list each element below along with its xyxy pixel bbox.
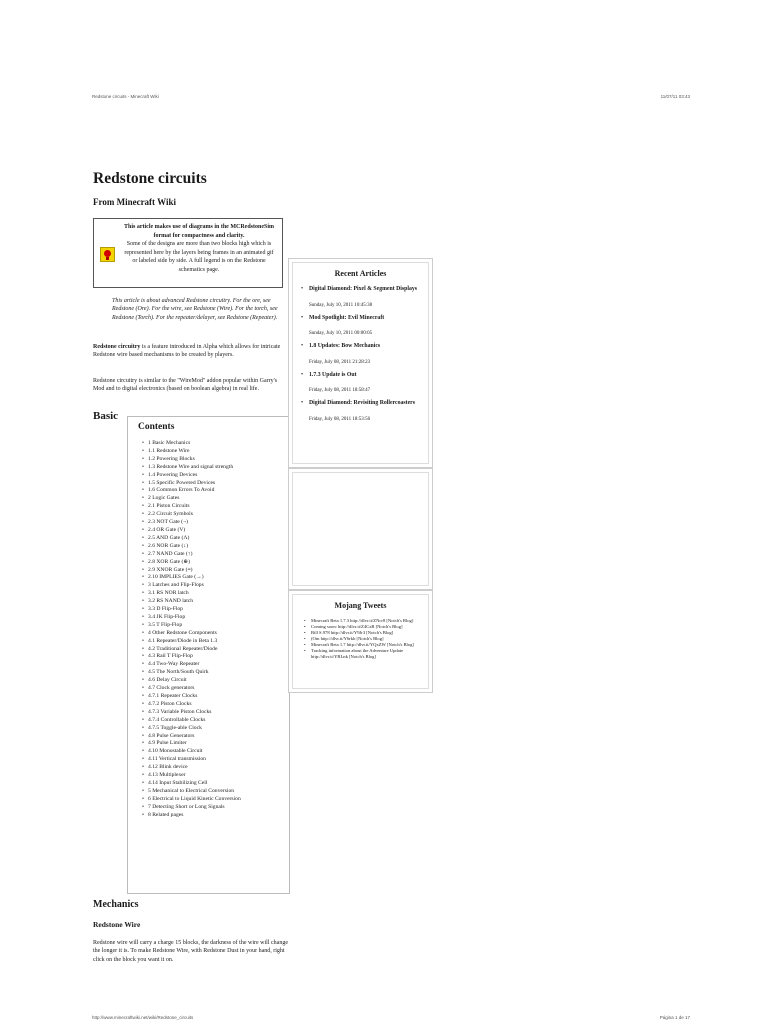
toc-item-label[interactable]: 4.7.2 Piston Clocks <box>148 700 192 707</box>
tweet-item[interactable]: • Bill S.978 http://dlvr.it/Y9Jr3 [Notch's Blog] <box>311 630 422 636</box>
toc-item-label[interactable]: 2 Logic Gates <box>148 495 180 502</box>
recent-article-item <box>309 372 422 395</box>
toc-item[interactable] <box>148 693 279 701</box>
toc-item-label[interactable]: 2.5 AND Gate (Λ) <box>148 534 190 541</box>
toc-item[interactable] <box>148 559 279 567</box>
toc-item[interactable] <box>148 495 279 503</box>
toc-item[interactable] <box>148 464 279 472</box>
toc-item-label[interactable]: 1 Basic Mechanics <box>148 440 191 446</box>
toc-item[interactable] <box>148 701 279 709</box>
toc-item-label[interactable]: 4.7.4 Controllable Clocks <box>148 716 206 723</box>
recent-article-date: Friday, July 08, 2011 18:58:47 <box>309 388 371 393</box>
print-footer-url: http://www.minecraftwiki.net/wiki/Redstone_circuits <box>92 1015 194 1020</box>
section-heading-basic: Basic <box>93 410 119 422</box>
toc-item-label[interactable]: 4.3 Rail T Flip-Flop <box>148 653 193 660</box>
page-title: Redstone circuits <box>93 170 207 187</box>
recent-article-link[interactable]: • Mod Spotlight: Evil Minecraft <box>309 314 385 321</box>
tweet-item[interactable]: • Minecraft Beta 1.7.3 http://dlvr.it/ZNcr8 [Notch's Blog] <box>311 618 422 624</box>
toc-item-label[interactable]: 4.11 Vertical transmission <box>148 756 206 763</box>
recent-article-date: Friday, July 08, 2011 21:28:23 <box>309 359 371 365</box>
toc-item[interactable] <box>148 796 279 804</box>
toc-item[interactable] <box>148 661 279 669</box>
toc-item[interactable] <box>148 646 279 654</box>
mojang-tweets-title: Mojang Tweets <box>334 601 387 610</box>
toc-item-label[interactable]: 4.14 Input Stabilizing Cell <box>148 779 208 786</box>
toc-item-label[interactable]: 4.7.1 Repeater Clocks <box>148 693 198 699</box>
toc-item[interactable] <box>148 812 279 820</box>
toc-list <box>138 440 279 820</box>
toc-item[interactable] <box>148 480 279 488</box>
notice-text: Some of the designs are more than two blocks high which is represented here by the layers being frames in an animated gif or labeled side by side. A full legend is on the Redstone schematics page. <box>124 241 274 273</box>
toc-item-label[interactable]: 4.8 Pulse Generators <box>148 732 195 739</box>
toc-item-label[interactable]: 2.2 Circuit Symbols <box>148 511 193 518</box>
toc-item[interactable] <box>148 772 279 780</box>
recent-article-date: Friday, July 08, 2011 18:53:56 <box>309 416 371 422</box>
toc-sublist <box>138 503 279 582</box>
toc-item[interactable] <box>148 780 279 788</box>
toc-item[interactable] <box>148 551 279 559</box>
toc-item[interactable] <box>148 527 279 535</box>
toc-item[interactable] <box>148 519 279 527</box>
toc-item-label[interactable]: 4.5 The North/South Quirk <box>148 669 209 676</box>
toc-item[interactable] <box>148 709 279 717</box>
toc-item[interactable] <box>148 630 279 638</box>
toc-item-label[interactable]: 4.2 Traditional Repeater/Diode <box>148 645 218 652</box>
recent-articles-panel <box>288 258 433 468</box>
notice-bold-text: This article makes use of diagrams in the MCRedstoneSim format for compactness and clarity. <box>124 224 274 239</box>
recent-article-item <box>309 343 422 366</box>
toc-item-label[interactable]: 2.7 NAND Gate (↑) <box>148 550 193 557</box>
toc-item[interactable] <box>148 677 279 685</box>
subsection-heading-redstone-wire: Redstone Wire <box>93 920 141 929</box>
toc-item[interactable] <box>148 614 279 622</box>
recent-article-link[interactable]: • Digital Diamond: Revisiting Rollercoasters <box>309 400 415 406</box>
toc-item[interactable] <box>148 685 279 693</box>
toc-item[interactable] <box>148 764 279 772</box>
toc-item[interactable] <box>148 511 279 519</box>
toc-item[interactable] <box>148 717 279 725</box>
section-heading-mechanics: Mechanics <box>93 899 139 910</box>
tweet-item[interactable]: • (Om http://dlvr.it/Y6rkh [Notch's Blog] <box>311 636 422 642</box>
recent-articles-list <box>293 286 428 423</box>
table-of-contents <box>127 416 290 894</box>
toc-item-label[interactable]: 4.9 Pulse Limiter <box>148 740 187 747</box>
toc-item[interactable] <box>148 472 279 480</box>
toc-item-label[interactable]: 5 Mechanical to Electrical Conversion <box>148 787 235 794</box>
toc-item-label[interactable]: 4 Other Redstone Components <box>148 629 217 636</box>
toc-item-label[interactable]: 8 Related pages <box>148 811 184 818</box>
recent-article-date: Sunday, July 10, 2011 10:45:38 <box>309 302 373 308</box>
toc-item[interactable] <box>148 440 279 448</box>
toc-item[interactable] <box>148 653 279 661</box>
redstone-wire-paragraph: Redstone wire will carry a charge 15 blocks, the darkness of the wire will change the longer it is. To make Redstone Wire, with Redstone Dust in your hand, right click on the block you want it on. <box>93 940 288 963</box>
toc-item-label[interactable]: 2.6 NOR Gate (↓) <box>148 542 189 549</box>
toc-item[interactable] <box>148 503 279 511</box>
toc-item-label[interactable]: 4.4 Two-Way Repeater <box>148 661 200 668</box>
recent-article-item <box>309 400 422 423</box>
comparison-paragraph: Redstone circuitry is similar to the "WireMod" addon popular within Garry's Mod and to digital electronics (based on boolean algebra) in real life. <box>93 378 278 393</box>
toc-item-label[interactable]: 2.1 Piston Circuits <box>148 503 190 510</box>
toc-sublist <box>138 638 279 788</box>
recent-articles-title: Recent Articles <box>334 269 387 278</box>
toc-item[interactable] <box>148 487 279 495</box>
tweet-item[interactable]: • Minecraft Beta 1.7 http://dlvr.it/YQxZW [Notch's Blog] <box>311 642 422 648</box>
toc-item-label[interactable]: 6 Electrical to Liquid Kinetic Conversion <box>148 795 241 802</box>
toc-item-label[interactable]: 3.5 T Flip-Flop <box>148 621 183 628</box>
toc-item-label[interactable]: 1.6 Common Errors To Avoid <box>148 487 215 494</box>
intro-text: is a feature introduced in Alpha which allows for intricate Redstone wire based mechanisms to be created by players. <box>93 344 281 359</box>
toc-item-label[interactable]: 3 Latches and Flip-Flops <box>148 582 204 589</box>
toc-item-label[interactable]: 4.7.5 Toggle-able Clock <box>148 724 202 731</box>
toc-item[interactable] <box>148 582 279 590</box>
toc-item-label[interactable]: 7 Detecting Short or Long Signals <box>148 803 225 810</box>
toc-item-label[interactable]: 4.7 Clock generators <box>148 685 195 692</box>
toc-item-label[interactable]: 3.3 D Flip-Flop <box>148 606 183 613</box>
toc-item-label[interactable]: 4.7.3 Variable Piston Clocks <box>148 708 212 715</box>
recent-article-link[interactable]: • Digital Diamond: Pixel & Segment Displays <box>309 286 418 292</box>
tweet-item[interactable]: • Coming soon: http://dlvr.it/Z4CzR [Notch's Blog] <box>311 624 422 630</box>
toc-item[interactable] <box>148 456 279 464</box>
toc-item-label[interactable]: 1.5 Specific Powered Devices <box>148 479 216 486</box>
toc-item-label[interactable]: 2.9 XNOR Gate (≡) <box>148 566 193 573</box>
toc-item-label[interactable]: 4.13 Multiplexer <box>148 772 186 779</box>
toc-item[interactable] <box>148 788 279 796</box>
toc-item[interactable] <box>148 574 279 582</box>
toc-item-label[interactable]: 4.12 Blink device <box>148 764 188 771</box>
empty-sidebar-box <box>288 468 433 590</box>
toc-item[interactable] <box>148 535 279 543</box>
toc-sublist <box>138 693 279 733</box>
toc-item-label[interactable]: 2.3 NOT Gate (¬) <box>148 519 189 526</box>
toc-item[interactable] <box>148 756 279 764</box>
toc-item-label[interactable]: 4.10 Monostable Circuit <box>148 748 203 755</box>
diagram-notice-box <box>93 218 283 288</box>
mojang-tweets-panel <box>288 590 433 693</box>
toc-item[interactable] <box>148 598 279 606</box>
print-header-title: Redstone circuits - Minecraft Wiki <box>92 94 159 99</box>
toc-item[interactable] <box>148 448 279 456</box>
print-header-timestamp: 11/07/11 03:43 <box>660 94 690 99</box>
toc-sublist <box>138 448 279 495</box>
toc-item-label[interactable]: 1.2 Powering Blocks <box>148 455 195 462</box>
toc-item[interactable] <box>148 543 279 551</box>
toc-item-label[interactable]: 3.2 RS NAND latch <box>148 598 194 605</box>
toc-item-label[interactable]: 4.1 Repeater/Diode in Beta 1.3 <box>148 637 218 644</box>
toc-item[interactable] <box>148 804 279 812</box>
toc-sublist <box>138 590 279 630</box>
toc-item[interactable] <box>148 622 279 630</box>
tweet-item[interactable]: • Tracking information about the Adventure Update http://dlvr.it/YRLnk [Notch's Blog] <box>311 648 422 660</box>
recent-article-link[interactable]: • 1.7.3 Update is Out <box>309 371 357 378</box>
disambiguation-note: This article is about advanced Redstone circuitry. For the ore, see Redstone (Ore). For the wire, see Redstone (Wire). For the torch, see Redstone (Torch). For the repeater/delayer, see Redstone (Repeater). <box>112 298 278 321</box>
toc-item-label[interactable]: 4.6 Delay Circuit <box>148 677 187 684</box>
toc-item-label[interactable]: 2.4 OR Gate (V) <box>148 526 186 533</box>
toc-item[interactable] <box>148 725 279 733</box>
toc-item[interactable] <box>148 740 279 748</box>
recent-article-link[interactable]: • 1.8 Updates: Bow Mechanics <box>309 343 381 349</box>
intro-paragraph <box>93 343 283 360</box>
toc-item[interactable] <box>148 669 279 677</box>
mojang-tweets-list <box>293 618 428 660</box>
toc-item[interactable] <box>148 590 279 598</box>
lightbulb-icon <box>100 247 115 262</box>
page-subtitle: From Minecraft Wiki <box>93 197 176 207</box>
toc-item-label[interactable]: 3.4 JK Flip-Flop <box>148 613 186 620</box>
recent-article-item <box>309 286 422 309</box>
toc-item-label[interactable]: 1.4 Powering Devices <box>148 471 198 478</box>
intro-bold-term: Redstone circuitry <box>93 344 141 350</box>
recent-article-date: Sunday, July 10, 2011 00:00:05 <box>309 331 373 336</box>
toc-item[interactable] <box>148 638 279 646</box>
toc-item[interactable] <box>148 748 279 756</box>
toc-item-label[interactable]: 3.1 RS NOR latch <box>148 590 189 597</box>
toc-item-label[interactable]: 1.3 Redstone Wire and signal strength <box>148 463 234 470</box>
toc-item[interactable] <box>148 606 279 614</box>
toc-title: Contents <box>138 422 175 432</box>
toc-item-label[interactable]: 1.1 Redstone Wire <box>148 447 190 454</box>
toc-item-label[interactable]: 2.8 XOR Gate (⊕) <box>148 558 190 565</box>
recent-article-item <box>309 315 422 338</box>
toc-item[interactable] <box>148 733 279 741</box>
toc-item-label[interactable]: 2.10 IMPLIES Gate (→) <box>148 574 204 581</box>
print-footer-page-number: Página 1 de 17 <box>659 1015 690 1020</box>
